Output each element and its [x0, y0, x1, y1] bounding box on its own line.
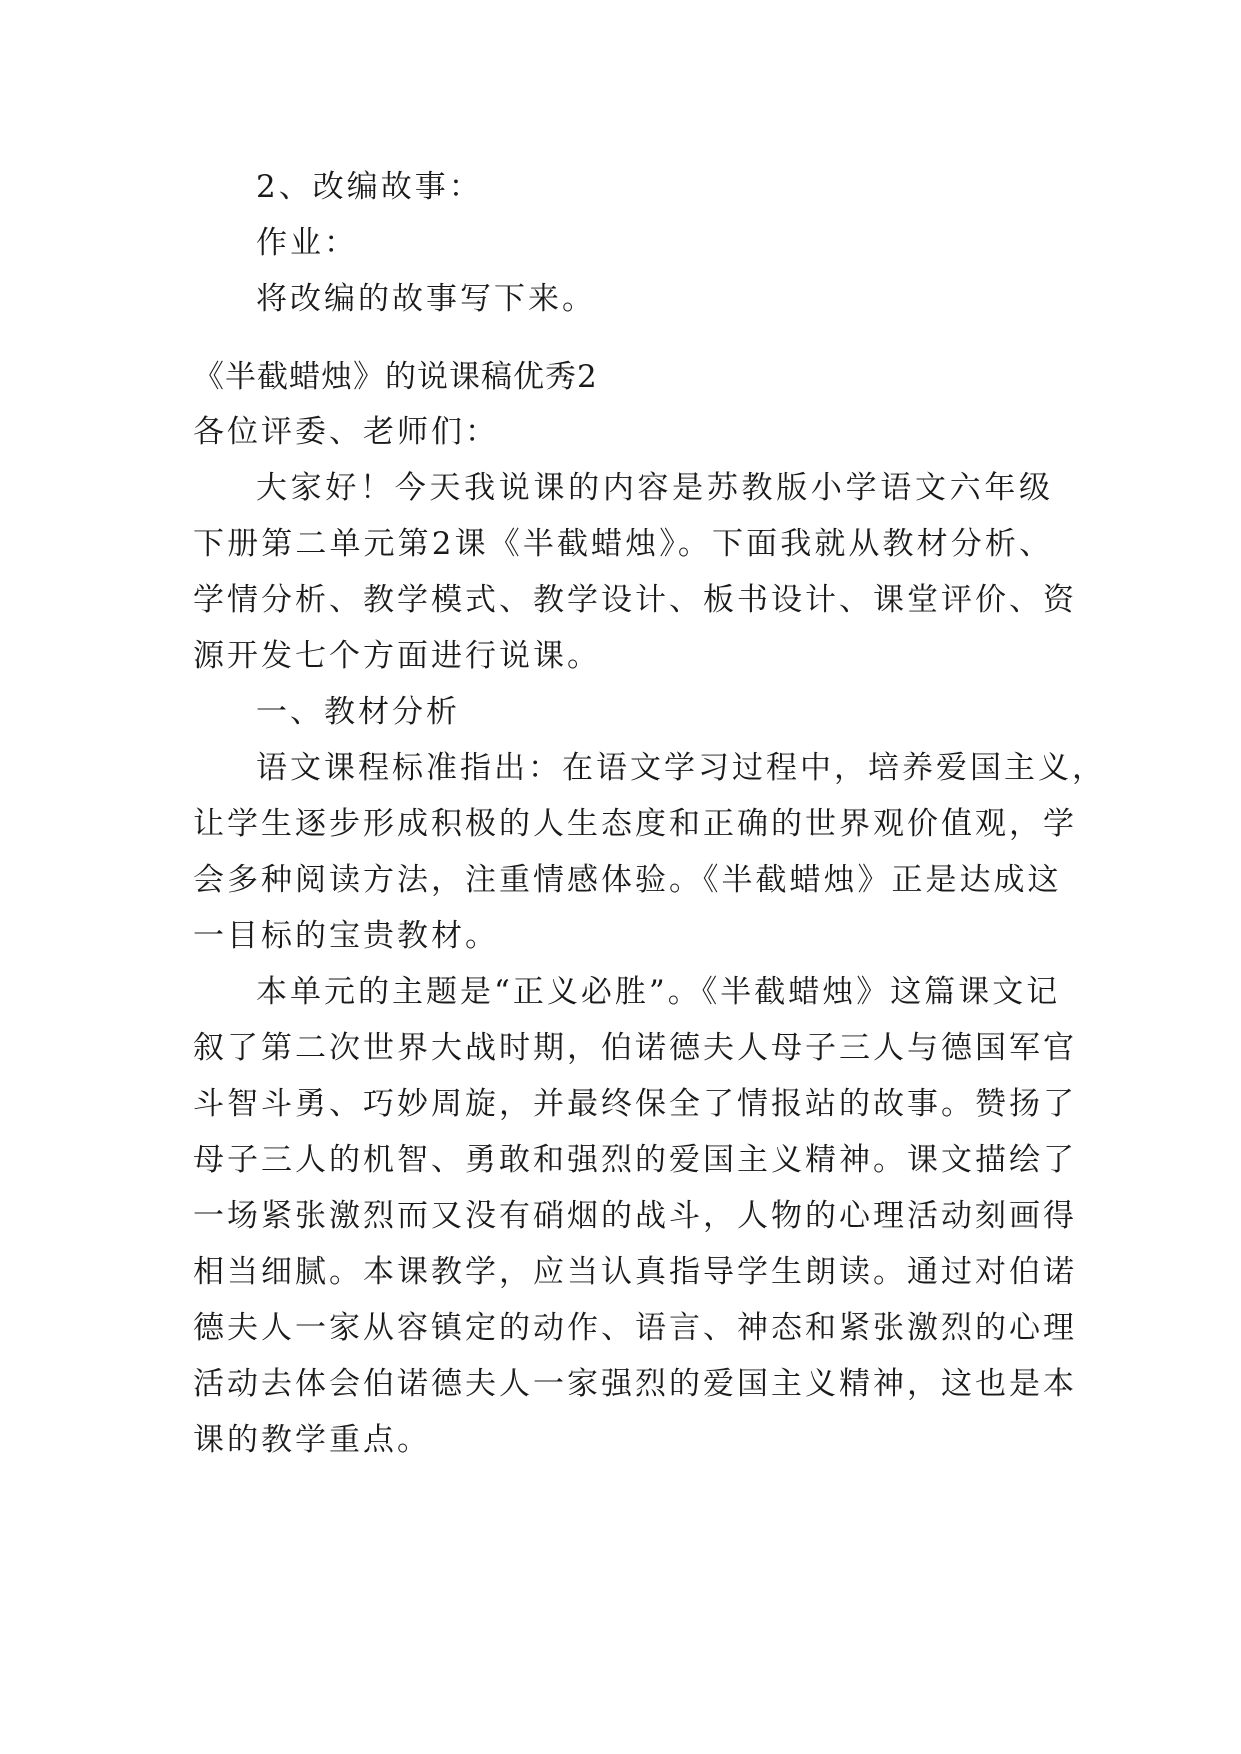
paragraph-line: 本单元的主题是“正义必胜”。《半截蜡烛》这篇课文记	[256, 974, 1061, 1010]
paragraph-line: 会多种阅读方法，注重情感体验。《半截蜡烛》正是达成这	[193, 862, 1062, 898]
paragraph-line: 大家好！今天我说课的内容是苏教版小学语文六年级	[256, 470, 1053, 506]
paragraph-line: 下册第二单元第2课《半截蜡烛》。下面我就从教材分析、	[193, 526, 1053, 562]
homework-heading: 作业：	[256, 225, 358, 261]
homework-text: 将改编的故事写下来。	[256, 281, 596, 317]
list-item-rewrite-story: 2、改编故事：	[256, 169, 483, 205]
paragraph-line: 德夫人一家从容镇定的动作、语言、神态和紧张激烈的心理	[193, 1310, 1077, 1346]
paragraph-line: 源开发七个方面进行说课。	[193, 638, 601, 674]
paragraph-line: 让学生逐步形成积极的人生态度和正确的世界观价值观，学	[193, 806, 1077, 842]
paragraph-line: 斗智斗勇、巧妙周旋，并最终保全了情报站的故事。赞扬了	[193, 1086, 1077, 1122]
paragraph-line: 一目标的宝贵教材。	[193, 918, 499, 954]
heading-textbook-analysis: 一、教材分析	[256, 694, 460, 730]
section-title: 《半截蜡烛》的说课稿优秀2	[193, 359, 598, 395]
paragraph-line: 母子三人的机智、勇敢和强烈的爱国主义精神。课文描绘了	[193, 1142, 1077, 1178]
paragraph-line: 一场紧张激烈而又没有硝烟的战斗，人物的心理活动刻画得	[193, 1198, 1077, 1234]
paragraph-line: 课的教学重点。	[193, 1422, 431, 1458]
paragraph-line: 叙了第二次世界大战时期，伯诺德夫人母子三人与德国军官	[193, 1030, 1077, 1066]
paragraph-line: 学情分析、教学模式、教学设计、板书设计、课堂评价、资	[193, 582, 1077, 618]
paragraph-line: 活动去体会伯诺德夫人一家强烈的爱国主义精神，这也是本	[193, 1366, 1077, 1402]
paragraph-line: 相当细腻。本课教学，应当认真指导学生朗读。通过对伯诺	[193, 1254, 1077, 1290]
salutation: 各位评委、老师们：	[193, 414, 499, 450]
paragraph-line: 语文课程标准指出：在语文学习过程中，培养爱国主义，	[256, 750, 1106, 786]
